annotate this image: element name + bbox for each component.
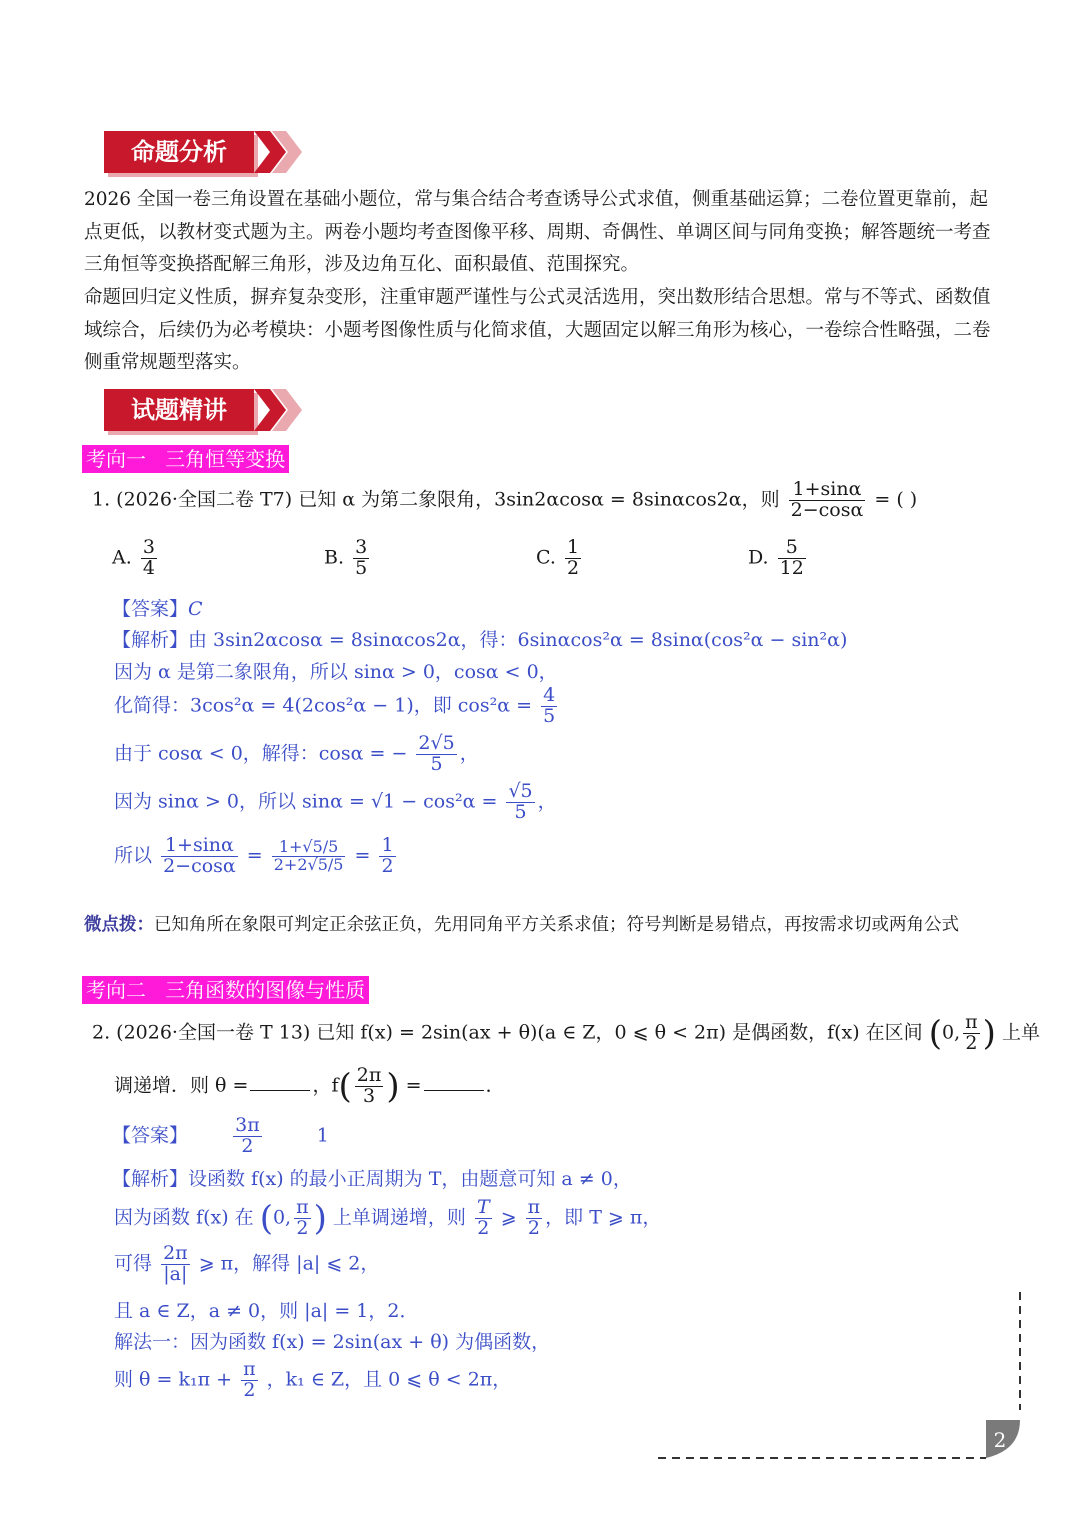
question-2-stem-line-2: 调递增．则 θ = ，f( $\frac{2\pi}{3}$ ) = ． (114, 1064, 505, 1107)
q1-explain-line-5: 因为 sinα > 0，所以 sinα = √1 − cos²α = $\frac{√5}{5}$ ， (114, 780, 557, 823)
q1-frac-den: 2−cosα (790, 498, 864, 521)
q1-stem-suffix: = ( ) (874, 488, 918, 511)
q2-explain-line-5: 解法一：因为函数 f(x) = 2sin(ax + θ) 为偶函数， (114, 1331, 551, 1353)
blank-f-value[interactable] (424, 1090, 484, 1091)
q2-answer: 【答案】 $\frac{3\pi}{2}$ 1 (112, 1114, 329, 1157)
q1-option-d: D. $\frac{5}{12}$ (748, 536, 804, 579)
question-1-stem (92, 480, 917, 521)
q1-option-b: B. $\frac{3}{5}$ (324, 536, 368, 579)
page-corner-decoration (650, 1290, 1030, 1470)
topic-tag-2: 考向二 三角函数的图像与性质 (82, 976, 369, 1004)
q2-explain-line-3: 可得 $\frac{2\pi}{|a|}$ ⩾ π，解得 |a| ⩽ 2， (114, 1242, 380, 1285)
q1-explain-line-1: 【解析】由 3sin2αcosα = 8sinαcos2α，得：6sinαcos²α = 8sinα(cos²α − sin²α) (112, 629, 848, 651)
tip-note (84, 910, 1004, 940)
analysis-paragraph-2: 命题回归定义性质，摒弃复杂变形，注重审题严谨性与公式灵活选用，突出数形结合思想。常与不等式、函数值域综合，后续仍为必考模块：小题考图像性质与化简求值，大题固定以解三角形为核心，一卷综合性略强，二卷侧重常规题型落实。 (84, 287, 991, 373)
section-title: 命题分析 (104, 131, 254, 173)
tip-text: 已知角所在象限可判定正余弦正负，先用同角平方关系求值；符号判断是易错点，再按需求切或两角公式 (154, 915, 959, 935)
q1-option-a: A. $\frac{3}{4}$ (112, 536, 155, 579)
q1-frac-num: 1+sinα (789, 480, 866, 501)
tip-label: 微点拨： (84, 915, 154, 935)
q1-explain-line-3: 化简得：3cos²α = 4(2cos²α − 1)，即 cos²α = $\frac{4}{5}$ (114, 684, 556, 727)
q1-explain-line-2: 因为 α 是第二象限角，所以 sinα > 0，cosα < 0， (114, 661, 558, 683)
q2-explain-line-6: 则 θ = k₁π + $\frac{\pi}{2}$ ，k₁ ∈ Z，且 0 ⩽ θ < 2π， (114, 1358, 512, 1401)
section-title: 试题精讲 (104, 389, 254, 431)
q2-explain-line-4: 且 a ∈ Z，a ≠ 0，则 |a| = 1，2． (114, 1300, 419, 1322)
q1-option-c: C. $\frac{1}{2}$ (536, 536, 580, 579)
q2-explain-line-1: 【解析】设函数 f(x) 的最小正周期为 T，由题意可知 a ≠ 0， (112, 1168, 632, 1190)
double-chevron-icon (250, 389, 306, 431)
question-2-stem-line-1: 2. (2026·全国一卷 T 13) 已知 f(x) = 2sin(ax + θ)(a ∈ Z，0 ⩽ θ < 2π) 是偶函数，f(x) 在区间 (0, $\frac{\pi}{2}$ ) 上单 (92, 1011, 1040, 1054)
q2-explain-line-2: 因为函数 f(x) 在 (0, $\frac{\pi}{2}$ ) 上单调递增，则 $\frac{T}{2}$ ⩾ $\frac{\pi}{2}$ ，即 T ⩾ π， (114, 1196, 662, 1239)
double-chevron-icon (250, 131, 306, 173)
page-number: 2 (993, 1428, 1007, 1452)
q1-explain-line-6: 所以 $\frac{1+\sin\alpha}{2-\cos\alpha}$ = $\frac{1+√5/5}{2+2√5/5}$ = $\frac{1}{2}$ (114, 834, 394, 877)
analysis-paragraph-1: 2026 全国一卷三角设置在基础小题位，常与集合结合考查诱导公式求值，侧重基础运算；二卷位置更靠前，起点更低，以教材变式题为主。两卷小题均考查图像平移、周期、奇偶性、单调区间与同角变换；解答题统一考查三角恒等变换搭配解三角形，涉及边角互化、面积最值、范围探究。 (84, 189, 991, 275)
q1-answer: 【答案】C (112, 598, 203, 620)
q1-stem-prefix: 1. (2026·全国二卷 T7) 已知 α 为第二象限角，3sin2αcosα = 8sinαcos2α，则 (92, 488, 780, 511)
topic-tag-1: 考向一 三角恒等变换 (82, 445, 289, 473)
blank-theta[interactable] (250, 1090, 310, 1091)
q1-explain-line-4: 由于 cosα < 0，解得：cosα = − $\frac{2√5}{5}$ ， (114, 732, 479, 775)
